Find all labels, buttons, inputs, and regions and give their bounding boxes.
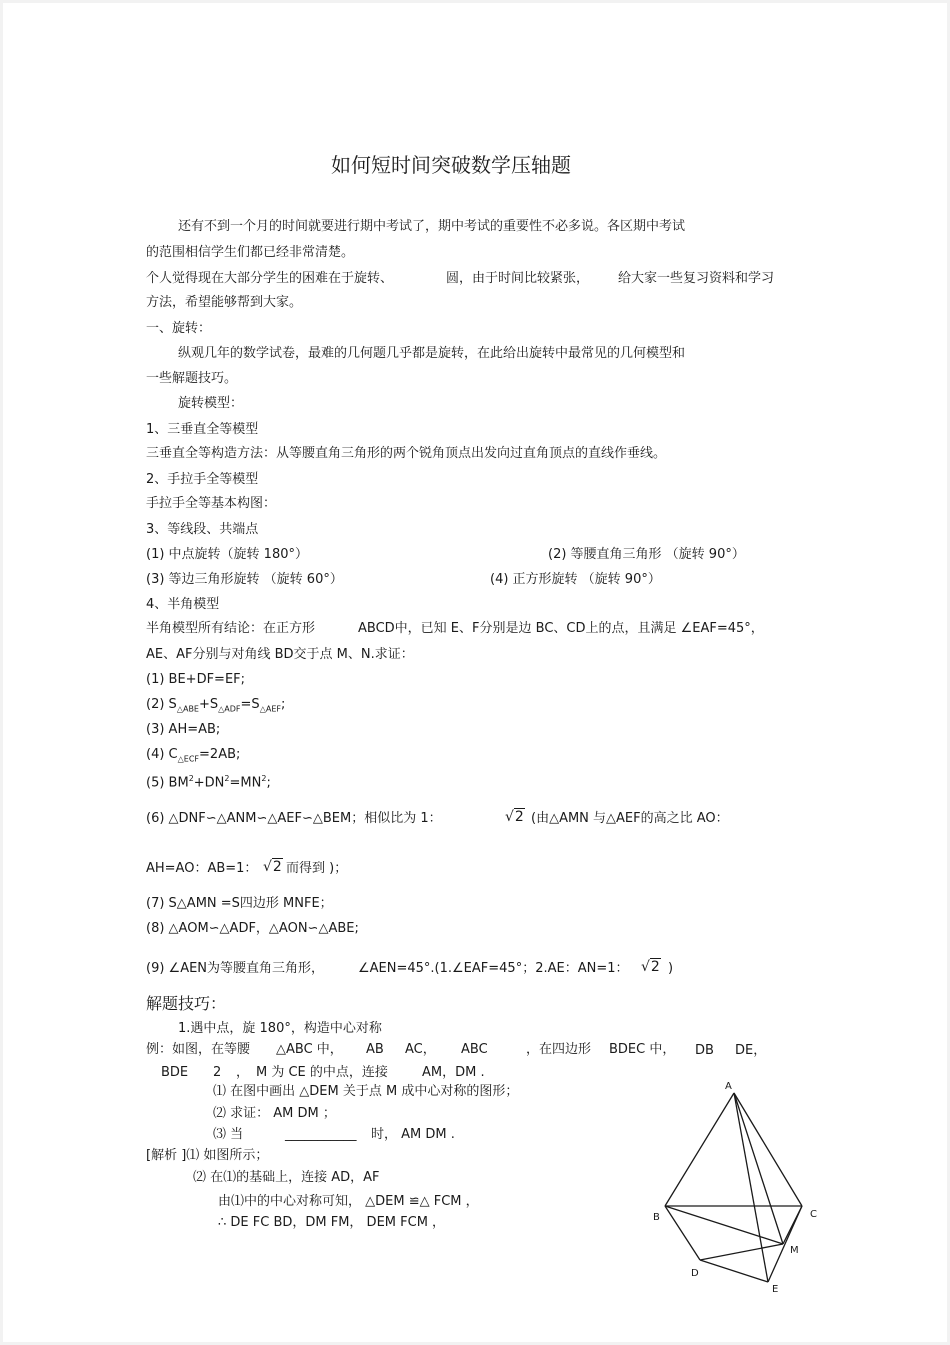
point-label-a: A [725,1081,732,1092]
point-label-c: C [810,1209,817,1220]
question-1: ⑴ 在图中画出 △DEM 关于点 M 成中心对称的图形； [213,1084,519,1099]
example-text: 2 [213,1065,222,1080]
point-label-m: M [790,1245,799,1256]
conclusion-7: (7) S△AMN =S四边形 MNFE； [146,896,333,911]
model-text: 三垂直全等构造方法：从等腰直角三角形的两个锐角顶点出发向过直角顶点的直线作垂线。 [146,446,667,461]
document-page [3,3,947,1342]
conclusion-1: (1) BE+DF=EF; [146,672,246,687]
point-label-e: E [772,1284,779,1295]
model-item: (2) 等腰直角三角形 （旋转 90°） [548,547,745,562]
solution-line: ∴ DE FC BD，DM FM， DEM FCM ， [218,1215,446,1230]
intro-paragraph-line: 圆，由于时间比较紧张， [446,271,590,286]
model-title: 1、三垂直全等模型 [146,422,259,437]
models-label: 旋转模型： [178,396,244,411]
model-text: AE、AF分别与对角线 BD交于点 M、N.求证： [146,647,414,662]
sqrt-symbol: √2 [505,809,524,825]
conclusion-2: (2) $S_{\triangle ABE}+S_{\triangle ADF}=S_{\triangle AEF}$; [146,697,286,714]
example-text: AB [366,1042,384,1057]
example-text: ， [236,1065,250,1080]
geometry-figure [645,1076,835,1296]
question-3-cont: 时， AM DM . [371,1127,455,1142]
conclusion-8: (8) △AOM∽△ADF，△AON∽△ABE; [146,921,359,936]
intro-paragraph-line: 个人觉得现在大部分学生的困难在于旋转、 [146,271,394,286]
solution-label: [解析 ]⑴ 如图所示； [146,1148,269,1163]
conclusion-9-cont: ) [668,961,674,976]
solution-line: 由⑴中的中心对称可知， △DEM ≌△ FCM ， [218,1194,479,1209]
conclusion-6-cont: (由△AMN 与△AEF的高之比 AO： [531,811,729,826]
example-text: M 为 CE 的中点，连接 [256,1065,388,1080]
model-item: (4) 正方形旋转 （旋转 90°） [490,572,661,587]
conclusion-6-cont: AH=AO：AB=1： [146,861,258,876]
point-label-b: B [653,1212,660,1223]
conclusion-9-cont: ∠AEN=45°.(1.∠EAF=45°；2.AE：AN=1： [358,961,629,976]
intro-paragraph-line: 还有不到一个月的时间就要进行期中考试了，期中考试的重要性不必多说。各区期中考试 [178,219,686,234]
conclusion-9: (9) ∠AEN为等腰直角三角形， [146,961,325,976]
page-title: 如何短时间突破数学压轴题 [331,153,571,177]
tips-heading: 解题技巧： [146,994,227,1013]
intro-paragraph-line: 方法，希望能够帮到大家。 [146,295,303,310]
example-text: AC， [405,1042,436,1057]
model-text: ABCD中，已知 E、F分别是边 BC、CD上的点，且满足 ∠EAF=45°， [358,621,764,636]
intro-paragraph-line: 给大家一些复习资料和学习 [618,271,775,286]
conclusion-6-cont: 而得到 )； [286,861,348,876]
model-title: 2、手拉手全等模型 [146,472,259,487]
paragraph-line: 一些解题技巧。 [146,371,238,386]
model-item: (1) 中点旋转（旋转 180°） [146,547,308,562]
paragraph-line: 纵观几年的数学试卷，最难的几何题几乎都是旋转，在此给出旋转中最常见的几何模型和 [178,346,686,361]
conclusion-3: (3) AH=AB; [146,722,221,737]
model-text: 手拉手全等基本构图： [146,496,277,511]
example-text: AM，DM . [422,1065,485,1080]
example-text: △ABC 中， [276,1042,343,1057]
example-text: DB [695,1043,714,1058]
model-title: 3、等线段、共端点 [146,522,259,537]
model-text: 半角模型所有结论：在正方形 [146,621,316,636]
conclusion-5: (5) $BM^2+DN^2=MN^2$; [146,774,271,791]
example-text: 例：如图，在等腰 [146,1042,251,1057]
example-text: DE， [735,1043,767,1058]
question-2: ⑵ 求证： AM DM ； [213,1106,336,1121]
example-text: BDE [161,1065,189,1080]
conclusion-4: (4) $C_{\triangle ECF}=2AB$; [146,747,241,764]
point-label-d: D [691,1268,699,1279]
conclusion-6: (6) △DNF∽△ANM∽△AEF∽△BEM；相似比为 1： [146,811,442,826]
example-text: BDEC 中， [609,1042,676,1057]
question-3: ⑶ 当 [213,1127,244,1142]
model-item: (3) 等边三角形旋转 （旋转 60°） [146,572,343,587]
answer-blank: ___________ [285,1127,357,1142]
model-title: 4、半角模型 [146,597,220,612]
section-heading: 一、旋转： [146,321,212,336]
example-text: ABC [461,1042,488,1057]
tip-1: 1.遇中点，旋 180°，构造中心对称 [178,1021,382,1036]
intro-paragraph-line: 的范围相信学生们都已经非常清楚。 [146,245,355,260]
example-text: ，在四边形 [526,1042,592,1057]
sqrt-symbol: √2 [263,859,282,875]
sqrt-symbol: √2 [641,959,660,975]
solution-line: ⑵ 在⑴的基础上，连接 AD，AF [193,1170,380,1185]
